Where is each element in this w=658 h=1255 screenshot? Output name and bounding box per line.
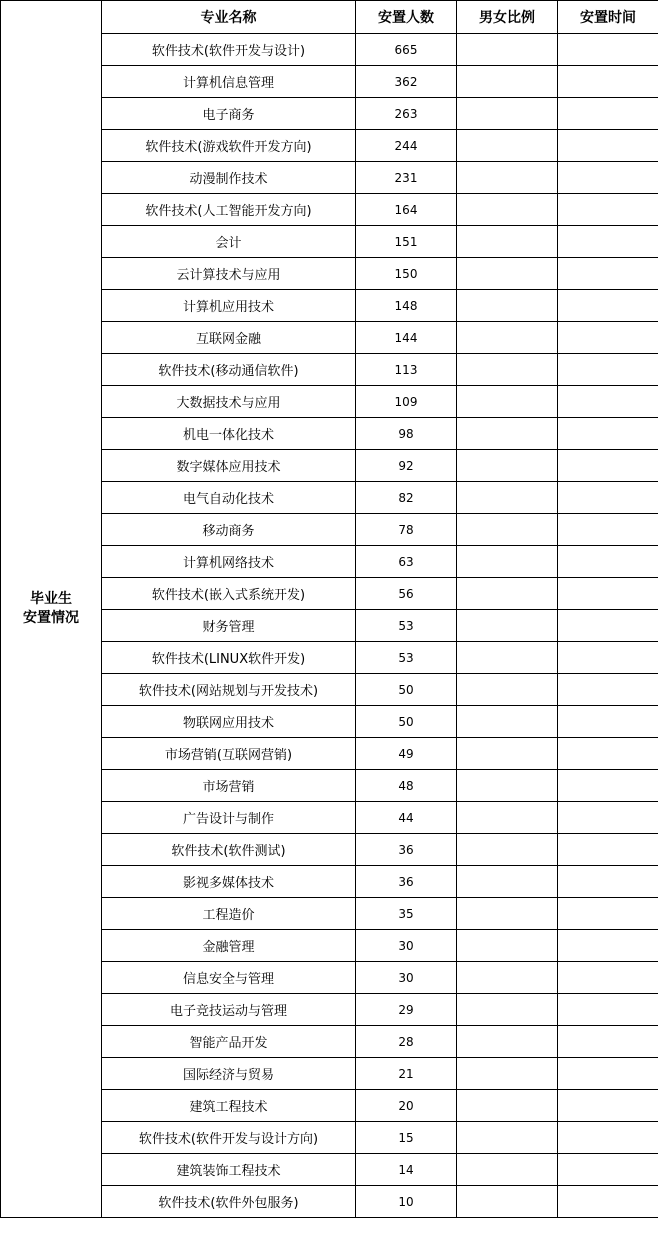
major-name-cell: 互联网金融 [102, 322, 356, 354]
major-name-cell: 建筑装饰工程技术 [102, 1154, 356, 1186]
gender-ratio-cell [457, 1186, 558, 1218]
header-gender-ratio: 男女比例 [457, 1, 558, 34]
placement-count-cell: 48 [356, 770, 457, 802]
gender-ratio-cell [457, 994, 558, 1026]
section-label-line-1: 毕业生 [30, 591, 72, 607]
placement-time-cell [558, 802, 658, 834]
placement-time-cell [558, 546, 658, 578]
major-name-cell: 计算机应用技术 [102, 290, 356, 322]
section-label-line-2: 安置情况 [23, 610, 79, 626]
major-name-cell: 计算机网络技术 [102, 546, 356, 578]
gender-ratio-cell [457, 482, 558, 514]
gender-ratio-cell [457, 34, 558, 66]
major-name-cell: 软件技术(移动通信软件) [102, 354, 356, 386]
placement-time-cell [558, 706, 658, 738]
placement-time-cell [558, 34, 658, 66]
placement-time-cell [558, 258, 658, 290]
placement-time-cell [558, 770, 658, 802]
placement-count-cell: 50 [356, 706, 457, 738]
placement-count-cell: 49 [356, 738, 457, 770]
gender-ratio-cell [457, 66, 558, 98]
placement-time-cell [558, 642, 658, 674]
major-name-cell: 软件技术(人工智能开发方向) [102, 194, 356, 226]
major-name-cell: 动漫制作技术 [102, 162, 356, 194]
major-name-cell: 电子商务 [102, 98, 356, 130]
placement-time-cell [558, 418, 658, 450]
placement-count-cell: 53 [356, 642, 457, 674]
placement-time-cell [558, 866, 658, 898]
major-name-cell: 软件技术(软件外包服务) [102, 1186, 356, 1218]
major-name-cell: 物联网应用技术 [102, 706, 356, 738]
table-body [1, 1, 658, 1218]
placement-count-cell: 20 [356, 1090, 457, 1122]
gender-ratio-cell [457, 1154, 558, 1186]
gender-ratio-cell [457, 930, 558, 962]
major-name-cell: 软件技术(嵌入式系统开发) [102, 578, 356, 610]
placement-time-cell [558, 162, 658, 194]
placement-count-cell: 231 [356, 162, 457, 194]
gender-ratio-cell [457, 834, 558, 866]
placement-time-cell [558, 1154, 658, 1186]
header-row [1, 1, 658, 34]
placement-count-cell: 15 [356, 1122, 457, 1154]
gender-ratio-cell [457, 98, 558, 130]
placement-time-cell [558, 930, 658, 962]
major-name-cell: 建筑工程技术 [102, 1090, 356, 1122]
gender-ratio-cell [457, 386, 558, 418]
placement-time-cell [558, 674, 658, 706]
placement-count-cell: 113 [356, 354, 457, 386]
header-major-name: 专业名称 [102, 1, 356, 34]
gender-ratio-cell [457, 866, 558, 898]
major-name-cell: 市场营销 [102, 770, 356, 802]
placement-time-cell [558, 482, 658, 514]
gender-ratio-cell [457, 962, 558, 994]
placement-time-cell [558, 194, 658, 226]
placement-count-cell: 30 [356, 930, 457, 962]
major-name-cell: 会计 [102, 226, 356, 258]
placement-time-cell [558, 386, 658, 418]
header-placement-count: 安置人数 [356, 1, 457, 34]
gender-ratio-cell [457, 610, 558, 642]
major-name-cell: 市场营销(互联网营销) [102, 738, 356, 770]
placement-count-cell: 63 [356, 546, 457, 578]
placement-time-cell [558, 1026, 658, 1058]
major-name-cell: 广告设计与制作 [102, 802, 356, 834]
placement-count-cell: 35 [356, 898, 457, 930]
gender-ratio-cell [457, 194, 558, 226]
gender-ratio-cell [457, 738, 558, 770]
placement-count-cell: 263 [356, 98, 457, 130]
placement-count-cell: 56 [356, 578, 457, 610]
major-name-cell: 信息安全与管理 [102, 962, 356, 994]
placement-count-cell: 150 [356, 258, 457, 290]
major-name-cell: 软件技术(软件开发与设计) [102, 34, 356, 66]
gender-ratio-cell [457, 674, 558, 706]
placement-count-cell: 244 [356, 130, 457, 162]
placement-count-cell: 98 [356, 418, 457, 450]
placement-count-cell: 109 [356, 386, 457, 418]
placement-count-cell: 92 [356, 450, 457, 482]
major-name-cell: 软件技术(软件开发与设计方向) [102, 1122, 356, 1154]
placement-count-cell: 151 [356, 226, 457, 258]
placement-count-cell: 82 [356, 482, 457, 514]
placement-count-cell: 14 [356, 1154, 457, 1186]
gender-ratio-cell [457, 1122, 558, 1154]
placement-time-cell [558, 130, 658, 162]
placement-time-cell [558, 898, 658, 930]
gender-ratio-cell [457, 578, 558, 610]
gender-ratio-cell [457, 770, 558, 802]
placement-count-cell: 29 [356, 994, 457, 1026]
placement-time-cell [558, 1186, 658, 1218]
major-name-cell: 机电一体化技术 [102, 418, 356, 450]
header-placement-time: 安置时间 [558, 1, 658, 34]
gender-ratio-cell [457, 354, 558, 386]
gender-ratio-cell [457, 130, 558, 162]
placement-count-cell: 36 [356, 866, 457, 898]
placement-count-cell: 44 [356, 802, 457, 834]
major-name-cell: 财务管理 [102, 610, 356, 642]
major-name-cell: 数字媒体应用技术 [102, 450, 356, 482]
gender-ratio-cell [457, 450, 558, 482]
placement-time-cell [558, 354, 658, 386]
placement-count-cell: 665 [356, 34, 457, 66]
gender-ratio-cell [457, 418, 558, 450]
placement-count-cell: 78 [356, 514, 457, 546]
major-name-cell: 大数据技术与应用 [102, 386, 356, 418]
placement-time-cell [558, 290, 658, 322]
major-name-cell: 移动商务 [102, 514, 356, 546]
placement-time-cell [558, 322, 658, 354]
major-name-cell: 影视多媒体技术 [102, 866, 356, 898]
gender-ratio-cell [457, 226, 558, 258]
gender-ratio-cell [457, 258, 558, 290]
placement-time-cell [558, 66, 658, 98]
gender-ratio-cell [457, 1090, 558, 1122]
placement-count-cell: 148 [356, 290, 457, 322]
gender-ratio-cell [457, 162, 558, 194]
placement-time-cell [558, 514, 658, 546]
placement-time-cell [558, 994, 658, 1026]
placement-count-cell: 50 [356, 674, 457, 706]
placement-time-cell [558, 226, 658, 258]
placement-count-cell: 21 [356, 1058, 457, 1090]
gender-ratio-cell [457, 546, 558, 578]
major-name-cell: 金融管理 [102, 930, 356, 962]
placement-count-cell: 28 [356, 1026, 457, 1058]
placement-time-cell [558, 578, 658, 610]
placement-time-cell [558, 834, 658, 866]
gender-ratio-cell [457, 802, 558, 834]
gender-ratio-cell [457, 1026, 558, 1058]
placement-count-cell: 36 [356, 834, 457, 866]
placement-time-cell [558, 738, 658, 770]
major-name-cell: 电气自动化技术 [102, 482, 356, 514]
placement-count-cell: 53 [356, 610, 457, 642]
gender-ratio-cell [457, 898, 558, 930]
placement-time-cell [558, 98, 658, 130]
placement-count-cell: 144 [356, 322, 457, 354]
major-name-cell: 软件技术(LINUX软件开发) [102, 642, 356, 674]
placement-count-cell: 10 [356, 1186, 457, 1218]
placement-count-cell: 362 [356, 66, 457, 98]
major-name-cell: 软件技术(网站规划与开发技术) [102, 674, 356, 706]
gender-ratio-cell [457, 706, 558, 738]
major-name-cell: 电子竞技运动与管理 [102, 994, 356, 1026]
placement-count-cell: 30 [356, 962, 457, 994]
placement-time-cell [558, 1058, 658, 1090]
gender-ratio-cell [457, 1058, 558, 1090]
major-name-cell: 软件技术(游戏软件开发方向) [102, 130, 356, 162]
major-name-cell: 工程造价 [102, 898, 356, 930]
placement-time-cell [558, 1090, 658, 1122]
major-name-cell: 智能产品开发 [102, 1026, 356, 1058]
placement-count-cell: 164 [356, 194, 457, 226]
gender-ratio-cell [457, 290, 558, 322]
section-label-cell [1, 1, 102, 1218]
placement-time-cell [558, 450, 658, 482]
placement-time-cell [558, 610, 658, 642]
gender-ratio-cell [457, 642, 558, 674]
major-name-cell: 软件技术(软件测试) [102, 834, 356, 866]
gender-ratio-cell [457, 322, 558, 354]
placement-time-cell [558, 1122, 658, 1154]
major-name-cell: 云计算技术与应用 [102, 258, 356, 290]
placement-time-cell [558, 962, 658, 994]
gender-ratio-cell [457, 514, 558, 546]
major-name-cell: 计算机信息管理 [102, 66, 356, 98]
major-name-cell: 国际经济与贸易 [102, 1058, 356, 1090]
